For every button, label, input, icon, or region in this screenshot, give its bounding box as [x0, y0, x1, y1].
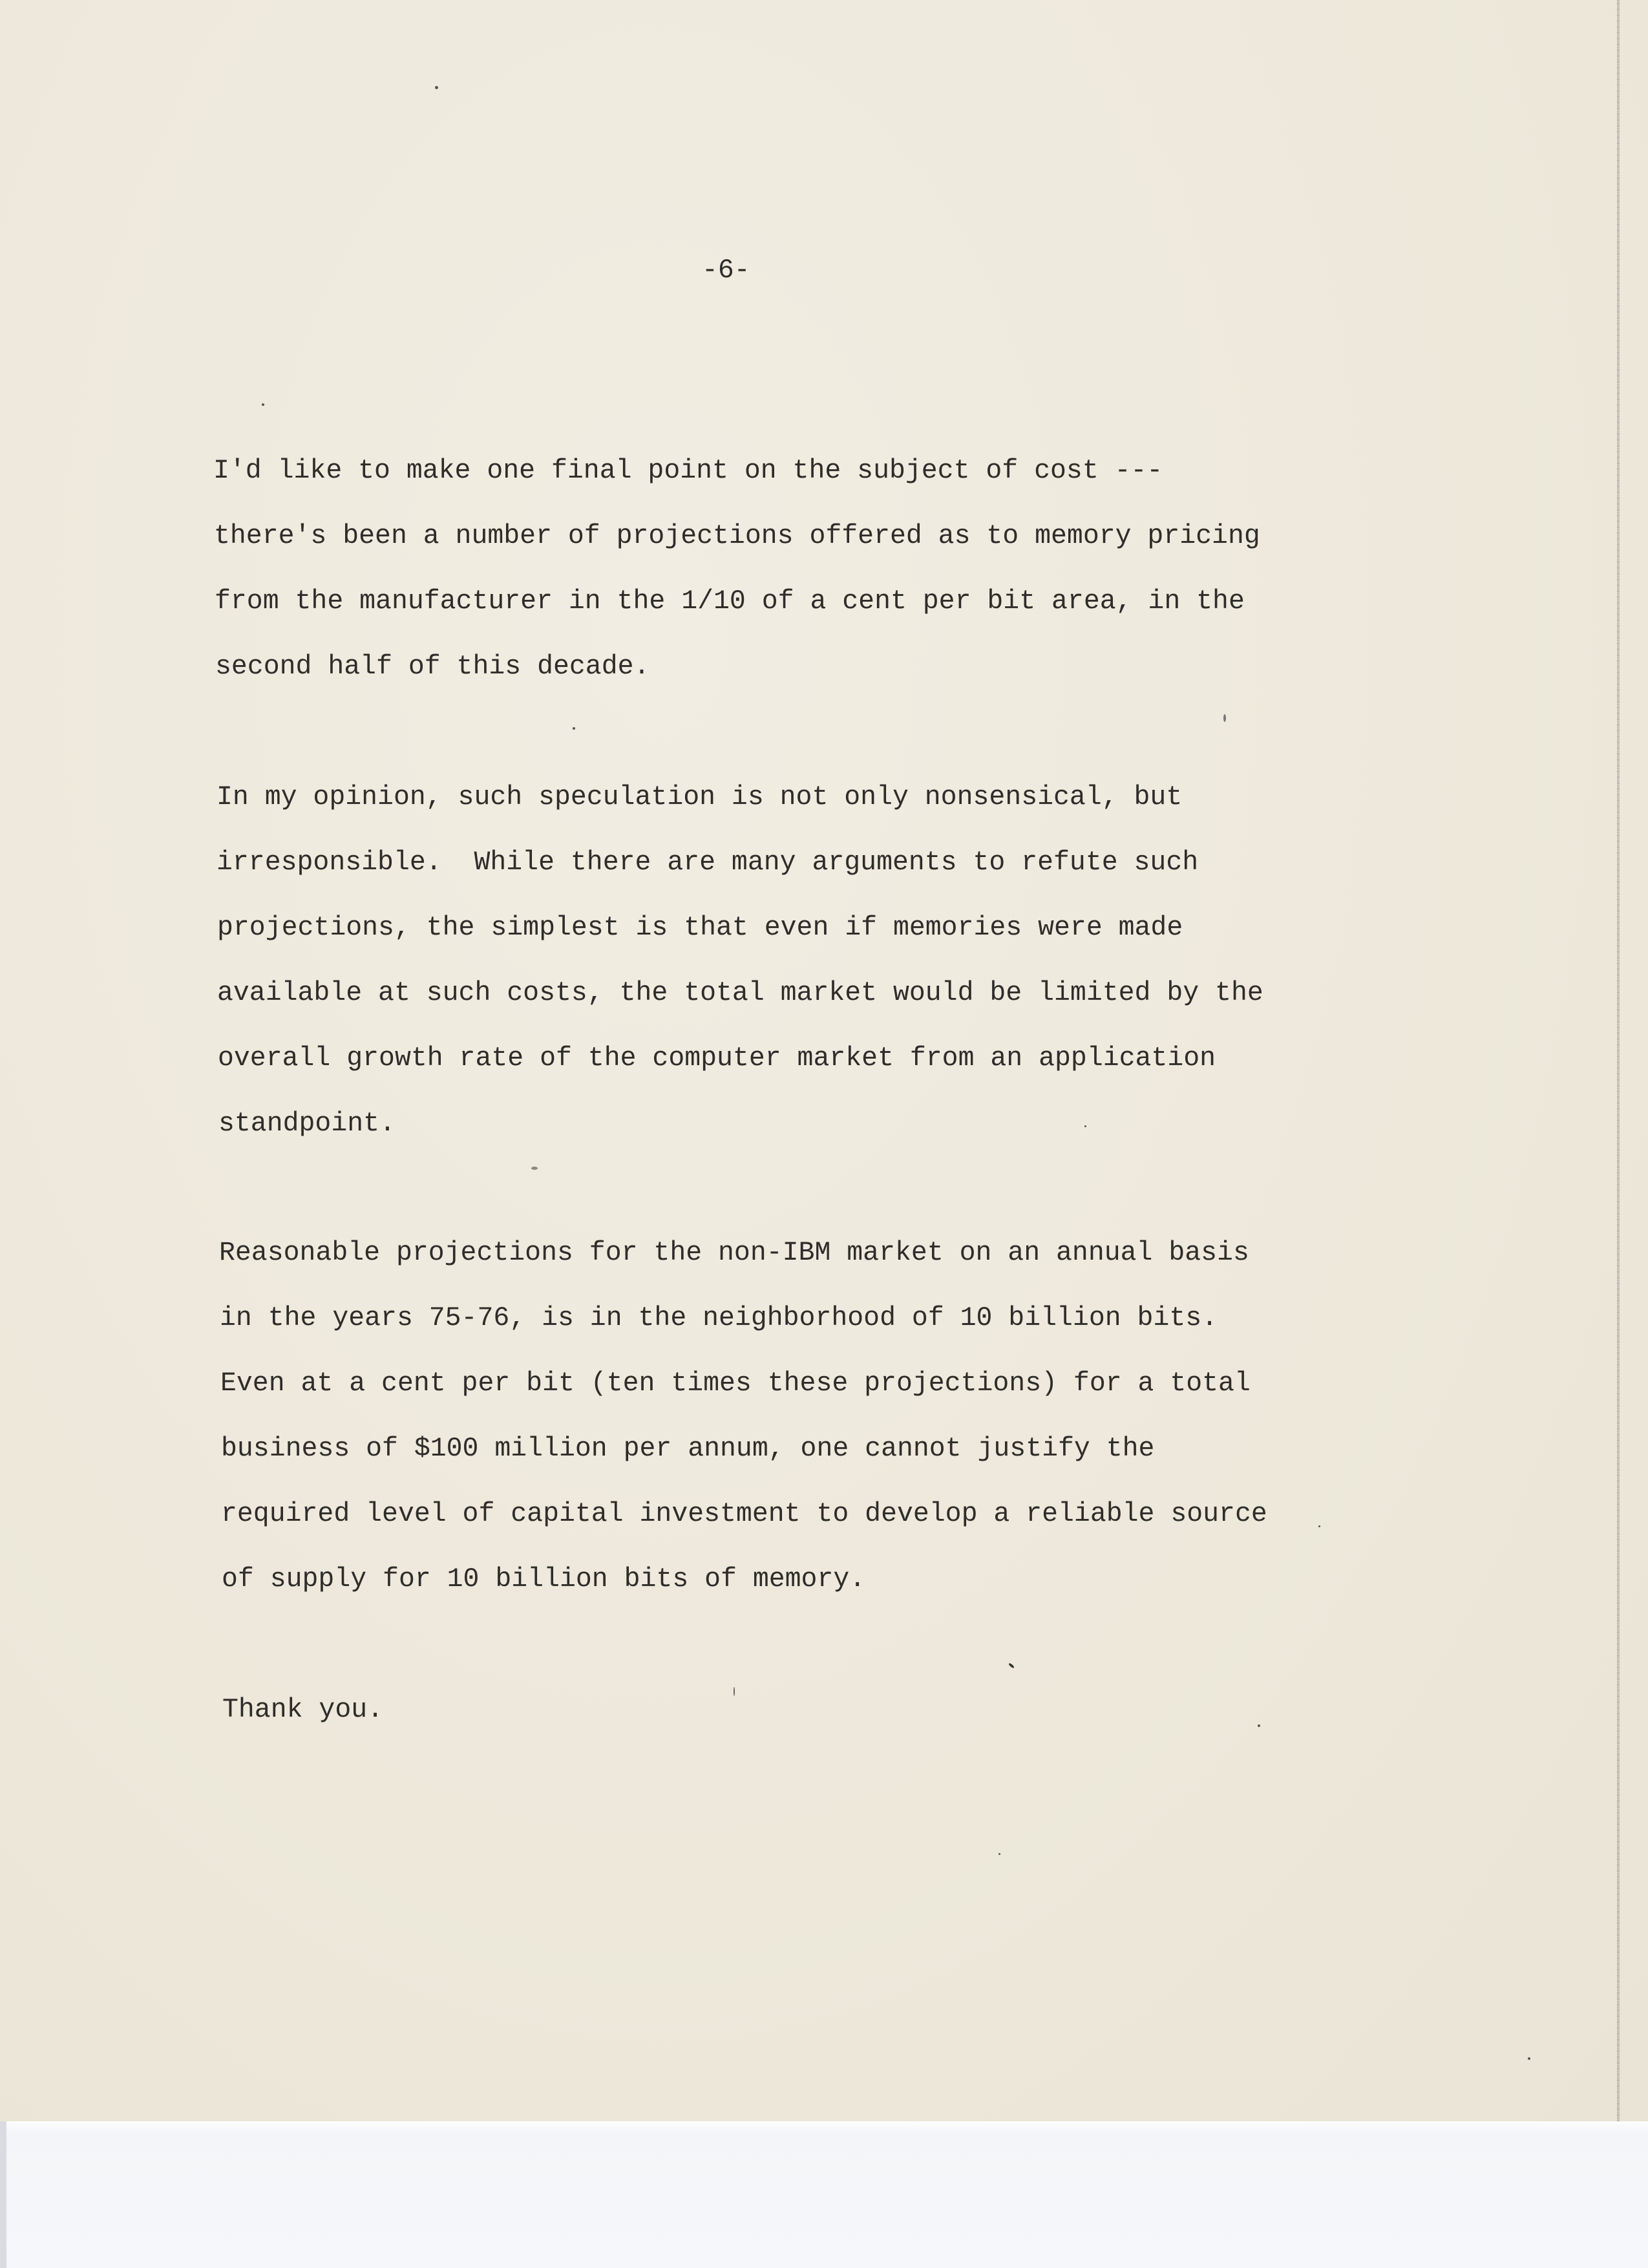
scanner-bed [0, 2121, 1648, 2268]
speck [998, 1853, 1000, 1855]
speck [262, 403, 264, 406]
text-line: In my opinion, such speculation is not only nonsensical, but [217, 782, 1183, 812]
text-line: from the manufacturer in the 1/10 of a cent per bit area, in the [215, 586, 1245, 617]
text-line: I'd like to make one final point on the subject of cost --- [213, 456, 1163, 486]
speck [531, 1167, 538, 1170]
text-line: business of $100 million per annum, one cannot justify the [221, 1434, 1155, 1464]
text-line: overall growth rate of the computer market from an application [218, 1043, 1216, 1074]
page-number: -6- [702, 255, 750, 286]
closing-line: Thank you. [222, 1695, 384, 1725]
text-line: required level of capital investment to develop a reliable source [221, 1499, 1267, 1529]
speck [1318, 1525, 1320, 1527]
speck [573, 727, 575, 730]
text-line: standpoint. [218, 1108, 396, 1139]
speck [1528, 2057, 1530, 2060]
text-line: of supply for 10 billion bits of memory. [222, 1564, 866, 1595]
speck [1084, 1125, 1086, 1127]
text-line: Even at a cent per bit (ten times these projections) for a total [220, 1368, 1251, 1399]
text-line: Reasonable projections for the non-IBM market on an annual basis [219, 1238, 1249, 1268]
page-edge-shadow [1617, 0, 1620, 2121]
text-line: second half of this decade. [215, 652, 650, 682]
speck [734, 1687, 735, 1696]
text-line: projections, the simplest is that even if memories were made [217, 913, 1183, 943]
speck [1258, 1724, 1260, 1727]
text-line: available at such costs, the total market would be limited by the [217, 978, 1263, 1008]
text-line: irresponsible. While there are many arguments to refute such [217, 847, 1199, 878]
speck [435, 86, 438, 89]
speck [1223, 714, 1226, 722]
text-line: in the years 75-76, is in the neighborhood of 10 billion bits. [220, 1303, 1218, 1333]
scanner-bed-edge [0, 2121, 6, 2268]
text-line: there's been a number of projections offered as to memory pricing [214, 521, 1260, 551]
